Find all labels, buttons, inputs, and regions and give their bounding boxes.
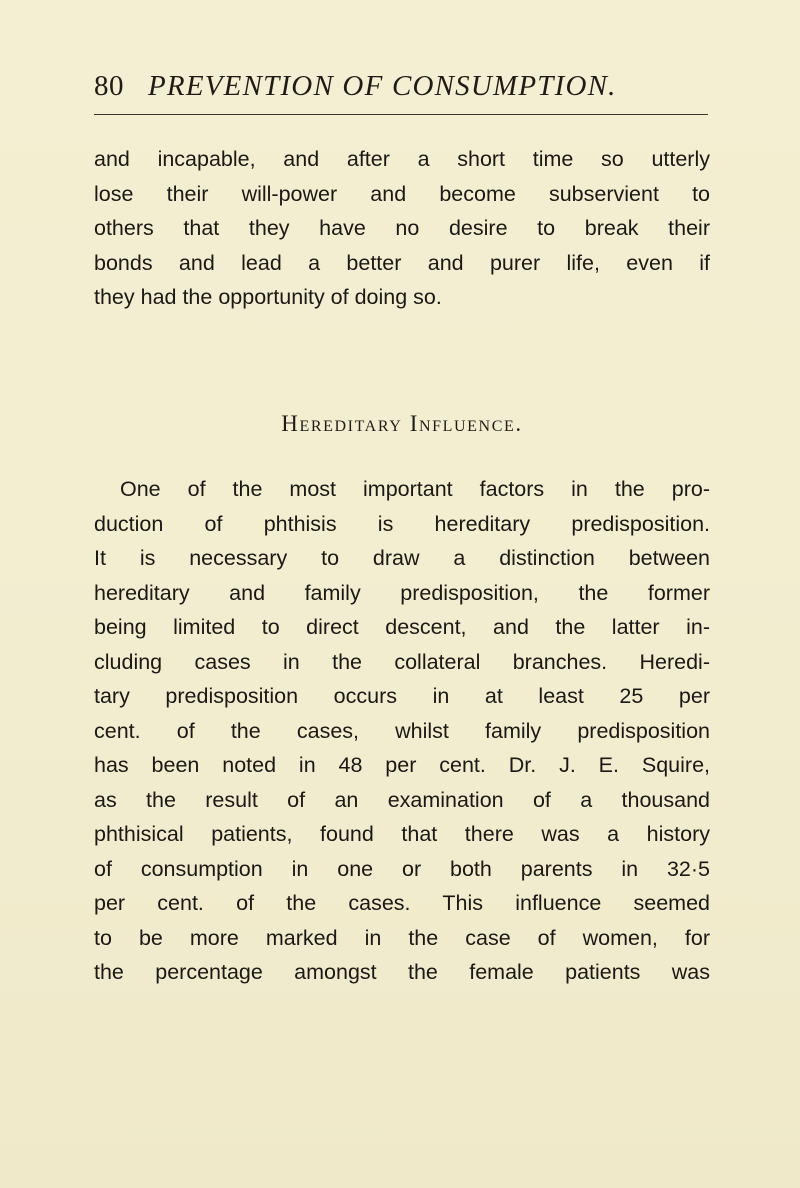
text-line: tary predisposition occurs in at least 25 per bbox=[94, 684, 710, 708]
text-line: others that they have no desire to break their bbox=[94, 216, 710, 240]
header-rule bbox=[94, 114, 708, 115]
text-line: the percentage amongst the female patients was bbox=[94, 960, 710, 984]
text-line: It is necessary to draw a distinction between bbox=[94, 546, 710, 570]
text-line: One of the most important factors in the pro- bbox=[120, 477, 710, 501]
text-line: being limited to direct descent, and the latter in- bbox=[94, 615, 710, 639]
text-line: cluding cases in the collateral branches. Heredi- bbox=[94, 649, 710, 674]
running-head bbox=[94, 64, 714, 108]
paragraph-hereditary-influence bbox=[94, 472, 710, 990]
text-line: to be more marked in the case of women, for bbox=[94, 925, 710, 950]
text-line: phthisical patients, found that there was a history bbox=[94, 822, 710, 846]
paragraph-continued bbox=[94, 142, 710, 315]
text-line: bonds and lead a better and purer life, even if bbox=[94, 250, 710, 275]
text-line: cent. of the cases, whilst family predisposition bbox=[94, 718, 710, 743]
text-line: per cent. of the cases. This influence seemed bbox=[94, 891, 710, 915]
text-line: has been noted in 48 per cent. Dr. J. E. Squire, bbox=[94, 753, 710, 777]
text-line: of consumption in one or both parents in 32·5 bbox=[94, 856, 710, 881]
section-heading: Hereditary Influence. bbox=[281, 411, 523, 436]
text-line: as the result of an examination of a thousand bbox=[94, 787, 710, 812]
page-number: 80 bbox=[94, 70, 124, 102]
text-line: lose their will-power and become subservient to bbox=[94, 181, 710, 206]
running-title: PREVENTION OF CONSUMPTION. bbox=[148, 70, 617, 102]
text-line: hereditary and family predisposition, the former bbox=[94, 580, 710, 605]
text-line: duction of phthisis is hereditary predisposition. bbox=[94, 511, 710, 536]
text-line: they had the opportunity of doing so. bbox=[94, 285, 442, 309]
text-line: and incapable, and after a short time so utterly bbox=[94, 147, 710, 171]
